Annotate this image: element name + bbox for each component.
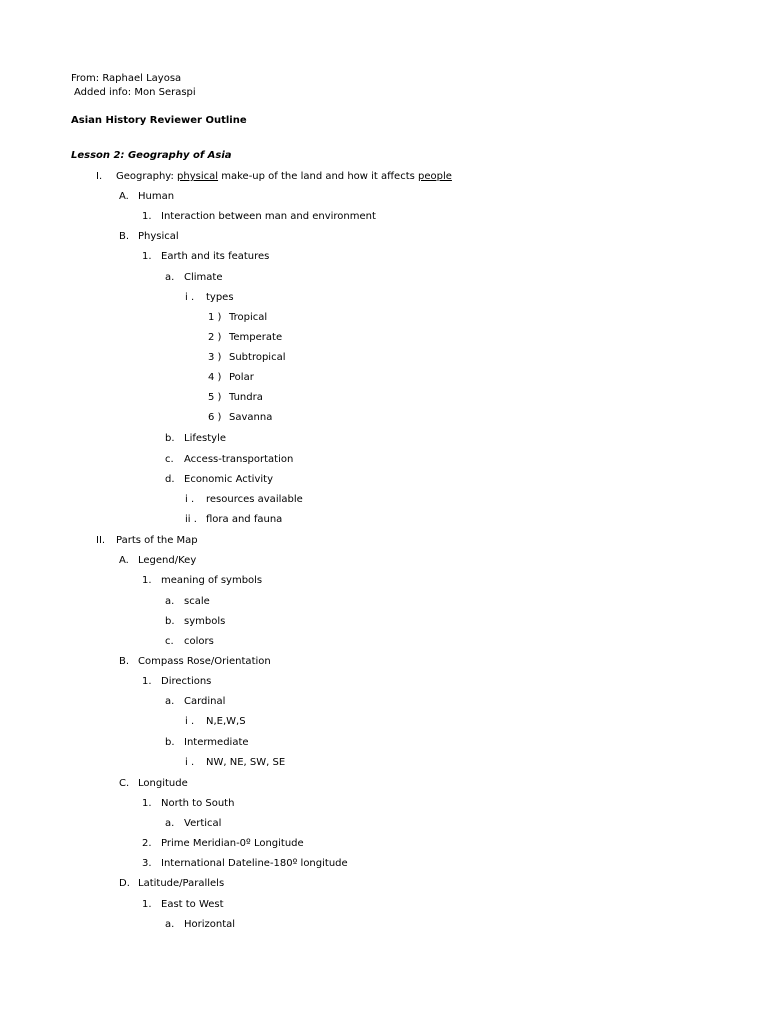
outline-marker: 5 ) — [208, 392, 222, 403]
outline-item — [119, 555, 197, 567]
outline-text: Horizontal — [184, 919, 236, 930]
outline-marker: 1. — [142, 798, 152, 809]
outline-item — [185, 716, 246, 728]
outline-marker: 6 ) — [208, 412, 222, 423]
outline-item — [119, 878, 225, 890]
outline-text: Interaction between man and environment — [161, 211, 376, 222]
outline-text: Human — [138, 191, 175, 202]
outline-marker: a. — [165, 818, 175, 829]
people-underlined: people — [418, 171, 452, 182]
outline-text: Cardinal — [184, 696, 226, 707]
outline-text: East to West — [161, 899, 224, 910]
outline-item — [142, 798, 235, 810]
outline-marker: a. — [165, 696, 175, 707]
from-line: From: Raphael Layosa — [71, 73, 182, 84]
outline-item — [185, 514, 283, 526]
outline-item — [165, 596, 210, 608]
outline-text: Physical — [138, 231, 179, 242]
outline-marker: c. — [165, 636, 174, 647]
outline-text: colors — [184, 636, 214, 647]
outline-text: Subtropical — [229, 352, 286, 363]
outline-item — [142, 676, 212, 688]
outline-item — [165, 454, 294, 466]
outline-marker: B. — [119, 231, 130, 242]
outline-marker: b. — [165, 737, 175, 748]
outline-text: meaning of symbols — [161, 575, 263, 586]
outline-item — [208, 392, 263, 404]
outline-text: Earth and its features — [161, 251, 270, 262]
outline-marker: 1. — [142, 676, 152, 687]
outline-item — [142, 858, 348, 870]
outline-text: types — [206, 292, 234, 303]
outline-item — [142, 211, 376, 223]
outline-marker: 1. — [142, 899, 152, 910]
outline-text: Economic Activity — [184, 474, 273, 485]
outline-marker: a. — [165, 919, 175, 930]
outline-text: N,E,W,S — [206, 716, 246, 727]
outline-item — [165, 433, 227, 445]
outline-marker: 4 ) — [208, 372, 222, 383]
outline-text: Tropical — [229, 312, 268, 323]
outline-text: scale — [184, 596, 210, 607]
outline-item — [185, 757, 286, 769]
outline-text: Climate — [184, 272, 223, 283]
geography-middle-text: make-up of the land and how it affects — [221, 171, 415, 182]
outline-marker: 1. — [142, 211, 152, 222]
outline-item — [208, 412, 273, 424]
outline-marker: b. — [165, 616, 175, 627]
outline-text: Longitude — [138, 778, 188, 789]
outline-marker: I. — [96, 171, 103, 182]
outline-marker: b. — [165, 433, 175, 444]
outline-item — [119, 191, 175, 203]
outline-item — [119, 231, 179, 243]
outline-marker: D. — [119, 878, 130, 889]
outline-item — [96, 535, 198, 547]
outline-text: Latitude/Parallels — [138, 878, 225, 889]
outline-text: Temperate — [229, 332, 283, 343]
outline-item — [165, 696, 226, 708]
outline-marker: i . — [185, 494, 195, 505]
outline-item — [165, 616, 226, 628]
outline-marker: A. — [119, 555, 129, 566]
outline-item — [119, 656, 271, 668]
outline-text: NW, NE, SW, SE — [206, 757, 286, 768]
outline-marker: ii . — [185, 514, 197, 525]
outline-marker: i . — [185, 716, 195, 727]
outline-text: flora and fauna — [206, 514, 283, 525]
outline-item — [142, 575, 263, 587]
outline-item — [185, 292, 234, 304]
physical-underlined: physical — [177, 171, 219, 182]
outline-item — [185, 494, 303, 506]
outline-marker: a. — [165, 596, 175, 607]
geography-label: Geography: — [116, 171, 174, 182]
outline-text: Compass Rose/Orientation — [138, 656, 271, 667]
outline-text: Tundra — [229, 392, 263, 403]
document-title: Asian History Reviewer Outline — [71, 115, 247, 126]
outline-text: Directions — [161, 676, 212, 687]
outline-marker: C. — [119, 778, 130, 789]
outline-text: Lifestyle — [184, 433, 227, 444]
outline-text: Parts of the Map — [116, 535, 198, 546]
outline-marker: 1. — [142, 251, 152, 262]
outline-text: International Dateline-180º longitude — [161, 858, 348, 869]
outline-item-geography — [96, 171, 452, 183]
outline-marker: 3. — [142, 858, 152, 869]
outline-text: symbols — [184, 616, 226, 627]
outline-text: Polar — [229, 372, 254, 383]
outline-item — [208, 312, 268, 324]
lesson-heading: Lesson 2: Geography of Asia — [71, 150, 232, 161]
added-info-line: Added info: Mon Seraspi — [74, 87, 196, 98]
outline-item — [165, 474, 273, 486]
outline-text: Prime Meridian-0º Longitude — [161, 838, 304, 849]
outline-marker: i . — [185, 292, 195, 303]
outline-item — [142, 899, 224, 911]
outline-text: Savanna — [229, 412, 273, 423]
outline-text: resources available — [206, 494, 303, 505]
outline-marker: B. — [119, 656, 130, 667]
outline-marker: d. — [165, 474, 175, 485]
outline-marker: 2 ) — [208, 332, 222, 343]
outline-marker: 1 ) — [208, 312, 222, 323]
outline-text: Vertical — [184, 818, 222, 829]
outline-marker: c. — [165, 454, 174, 465]
outline-item — [165, 737, 249, 749]
outline-text: Legend/Key — [138, 555, 197, 566]
outline-item — [208, 352, 286, 364]
outline-item — [208, 332, 283, 344]
outline-marker: 1. — [142, 575, 152, 586]
outline-text: Intermediate — [184, 737, 249, 748]
outline-item — [142, 251, 270, 263]
outline-marker: a. — [165, 272, 175, 283]
outline-item — [119, 778, 188, 790]
outline-marker: i . — [185, 757, 195, 768]
outline-item — [208, 372, 254, 384]
outline-item — [165, 919, 236, 931]
outline-text: Access-transportation — [184, 454, 294, 465]
outline-item — [165, 818, 222, 830]
outline-item — [165, 636, 214, 648]
outline-marker: A. — [119, 191, 129, 202]
outline-marker: II. — [96, 535, 106, 546]
outline-text: North to South — [161, 798, 235, 809]
outline-marker: 3 ) — [208, 352, 222, 363]
outline-item — [165, 272, 223, 284]
outline-item — [142, 838, 304, 850]
outline-marker: 2. — [142, 838, 152, 849]
